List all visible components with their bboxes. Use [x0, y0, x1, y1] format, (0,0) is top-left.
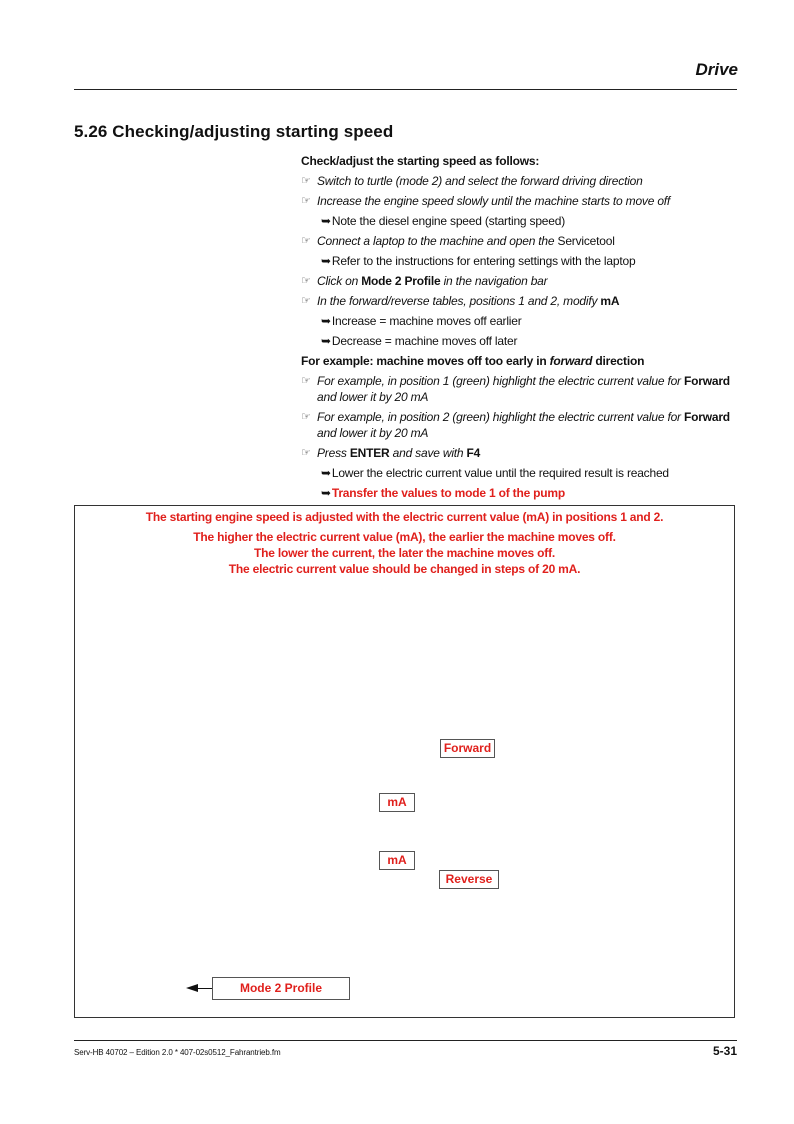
- callout-ma-2: mA: [379, 851, 415, 870]
- callout-mode2-profile: Mode 2 Profile: [212, 977, 350, 1000]
- note-4: ➥Decrease = machine moves off later: [321, 334, 518, 348]
- step-7: ☞ For example, in position 2 (green) highlight the electric current value for Forward and lower it by 20 mA: [301, 410, 730, 440]
- caption-line-1: The starting engine speed is adjusted with the electric current value (mA) in positions 1 and 2.: [145, 510, 664, 524]
- arrow-right-icon: ➥: [321, 466, 331, 480]
- figure-frame: [74, 505, 735, 1018]
- step-5: ☞ In the forward/reverse tables, positions 1 and 2, modify mA: [301, 294, 620, 308]
- note-6: ➥Transfer the values to mode 1 of the pump: [321, 486, 566, 500]
- footer-doc-info: Serv-HB 40702 – Edition 2.0 * 407-02s0512_Fahrantrieb.fm: [74, 1048, 281, 1057]
- callout-forward: Forward: [440, 739, 495, 758]
- arrow-right-icon: ➥: [321, 486, 331, 500]
- note-1: ➥Note the diesel engine speed (starting speed): [321, 214, 566, 228]
- instructions: [301, 153, 741, 505]
- page-number: 5-31: [712, 1044, 737, 1058]
- step-4: ☞ Click on Mode 2 Profile in the navigation bar: [301, 274, 548, 288]
- callout-ma-1: mA: [379, 793, 415, 812]
- footer-rule: [74, 1040, 737, 1041]
- step-3: ☞ Connect a laptop to the machine and open the Servicetool: [301, 234, 615, 248]
- note-5: ➥Lower the electric current value until the required result is reached: [321, 466, 669, 480]
- pointing-hand-icon: ☞: [301, 375, 311, 387]
- arrow-right-icon: ➥: [321, 254, 331, 268]
- arrow-left-icon: [186, 984, 198, 992]
- caption-line-2: The higher the electric current value (mA), the earlier the machine moves off.: [193, 530, 616, 544]
- intro-text: Check/adjust the starting speed as follows:: [301, 154, 540, 168]
- section-title: 5.26 Checking/adjusting starting speed: [74, 122, 394, 141]
- figure-caption: [75, 509, 734, 577]
- arrow-right-icon: ➥: [321, 214, 331, 228]
- note-2: ➥Refer to the instructions for entering settings with the laptop: [321, 254, 636, 268]
- step-2: ☞ Increase the engine speed slowly until the machine starts to move off: [301, 194, 671, 208]
- example-heading: For example: machine moves off too early in forward direction: [301, 354, 645, 368]
- step-6: ☞ For example, in position 1 (green) highlight the electric current value for Forward and lower it by 20 mA: [301, 374, 730, 404]
- callout-reverse: Reverse: [439, 870, 499, 889]
- pointing-hand-icon: ☞: [301, 275, 311, 287]
- step-1: ☞ Switch to turtle (mode 2) and select the forward driving direction: [301, 174, 643, 188]
- pointing-hand-icon: ☞: [301, 235, 311, 247]
- arrow-right-icon: ➥: [321, 314, 331, 328]
- step-8: ☞ Press ENTER and save with F4: [301, 446, 481, 460]
- header-rule: [74, 89, 737, 90]
- caption-line-3: The lower the current, the later the machine moves off.: [253, 546, 556, 560]
- pointing-hand-icon: ☞: [301, 175, 311, 187]
- pointing-hand-icon: ☞: [301, 295, 311, 307]
- pointing-hand-icon: ☞: [301, 195, 311, 207]
- header-title: Drive: [695, 60, 738, 79]
- note-3: ➥Increase = machine moves off earlier: [321, 314, 522, 328]
- pointing-hand-icon: ☞: [301, 411, 311, 423]
- caption-line-4: The electric current value should be changed in steps of 20 mA.: [228, 562, 581, 576]
- arrow-right-icon: ➥: [321, 334, 331, 348]
- pointing-hand-icon: ☞: [301, 447, 311, 459]
